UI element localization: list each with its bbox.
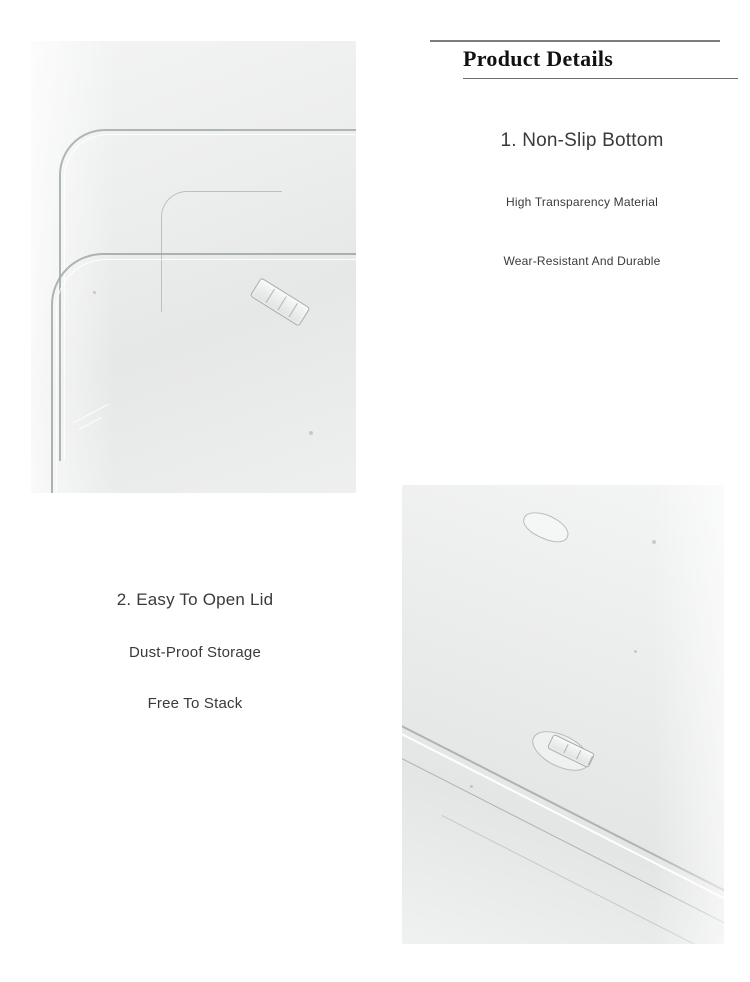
surface-speck (93, 291, 96, 294)
surface-speck (309, 431, 313, 435)
feature-block-2 (60, 590, 330, 712)
product-photo-bottom-right (402, 485, 724, 944)
surface-speck (652, 540, 656, 544)
surface-speck (634, 650, 637, 653)
product-details-heading (430, 40, 720, 82)
page-title: Product Details (463, 46, 614, 71)
plastic-lower-edge-highlight (56, 259, 356, 493)
product-photo-top-left (31, 41, 356, 493)
heading-rule-top (430, 40, 720, 42)
lid-edge-line (442, 815, 724, 944)
feature-1-title: 1. Non-Slip Bottom (500, 130, 664, 151)
feature-block-1 (437, 130, 727, 268)
feature-1-line-1: High Transparency Material (506, 195, 658, 209)
feature-2-line-2: Free To Stack (147, 695, 243, 712)
feature-2-line-1: Dust-Proof Storage (129, 644, 261, 661)
heading-rule-bottom (463, 78, 738, 79)
feature-2-title: 2. Easy To Open Lid (116, 590, 274, 609)
lid-emboss (519, 506, 573, 547)
feature-1-line-2: Wear-Resistant And Durable (503, 254, 661, 268)
surface-speck (470, 785, 473, 788)
lid-edge-line (402, 753, 724, 944)
